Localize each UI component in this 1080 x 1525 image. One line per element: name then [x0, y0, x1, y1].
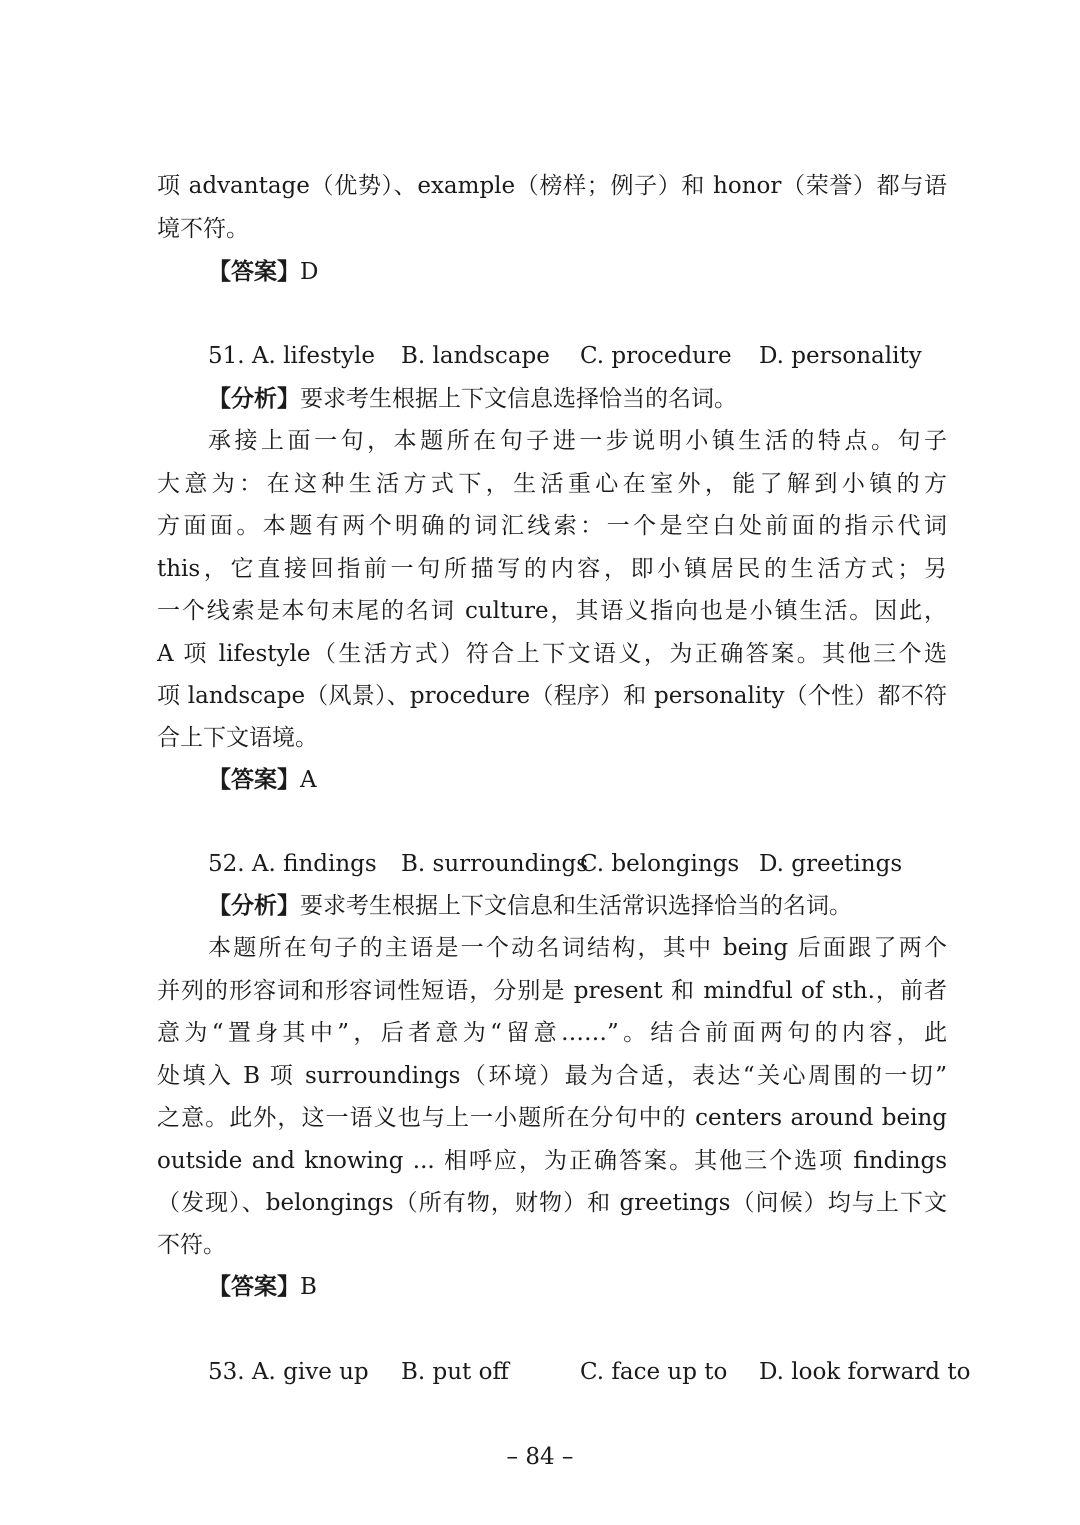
- option-b: B. surroundings: [401, 851, 589, 877]
- paragraph-line: 大意为：在这种生活方式下，生活重心在室外，能了解到小镇的方: [157, 471, 947, 497]
- answer-label: 【答案】: [208, 259, 300, 285]
- answer-line-q50: [208, 257, 947, 287]
- analysis-label: 【分析】: [208, 893, 300, 919]
- option-d: D. look forward to: [759, 1359, 971, 1385]
- option-c: C. face up to: [580, 1359, 728, 1385]
- analysis-line-q51: [208, 384, 947, 414]
- paragraph-line: 项 landscape（风景）、procedure（程序）和 personality（个性）都不符: [157, 683, 947, 709]
- option-c: C. belongings: [580, 851, 740, 877]
- answer-label: 【答案】: [208, 1274, 300, 1300]
- answer-value: D: [300, 259, 319, 285]
- answer-value: A: [300, 767, 317, 793]
- page-number: – 84 –: [506, 1444, 574, 1470]
- analysis-text: 要求考生根据上下文信息选择恰当的名词。: [300, 386, 737, 412]
- paragraph-line: 处填入 B 项 surroundings（环境）最为合适，表达“关心周围的一切”: [157, 1063, 947, 1089]
- option-b: B. landscape: [401, 343, 550, 369]
- option-c: C. procedure: [580, 343, 732, 369]
- paragraph-line: 合上下文语境。: [157, 725, 318, 751]
- paragraph-line: （发现）、belongings（所有物，财物）和 greetings（问候）均与上下文: [157, 1190, 947, 1216]
- paragraph-line: outside and knowing ... 相呼应，为正确答案。其他三个选项 findings: [157, 1148, 947, 1174]
- analysis-line-q52: [208, 891, 947, 921]
- paragraph-line: 本题所在句子的主语是一个动名词结构，其中 being 后面跟了两个: [208, 935, 947, 961]
- answer-line-q52: [208, 1272, 947, 1302]
- option-a: 52. A. findings: [208, 851, 377, 877]
- analysis-text: 要求考生根据上下文信息和生活常识选择恰当的名词。: [300, 893, 852, 919]
- paragraph-line: 并列的形容词和形容词性短语，分别是 present 和 mindful of sth.，前者: [157, 978, 947, 1004]
- analysis-label: 【分析】: [208, 386, 300, 412]
- paragraph-line: A 项 lifestyle（生活方式）符合上下文语义，为正确答案。其他三个选: [157, 641, 947, 667]
- option-a: 53. A. give up: [208, 1359, 369, 1385]
- paragraph-line: 方面面。本题有两个明确的词汇线索：一个是空白处前面的指示代词: [157, 513, 947, 539]
- answer-line-q51: [208, 765, 947, 795]
- answer-label: 【答案】: [208, 767, 300, 793]
- paragraph-line: 承接上面一句，本题所在句子进一步说明小镇生活的特点。句子: [208, 428, 947, 454]
- option-b: B. put off: [401, 1359, 509, 1385]
- paragraph-line: 不符。: [157, 1232, 226, 1258]
- option-d: D. greetings: [759, 851, 903, 877]
- answer-value: B: [300, 1274, 317, 1300]
- paragraph-line: this，它直接回指前一句所描写的内容，即小镇居民的生活方式；另: [157, 556, 947, 582]
- paragraph-line: 一个线索是本句末尾的名词 culture，其语义指向也是小镇生活。因此，: [157, 598, 947, 624]
- paragraph-line: 境不符。: [157, 216, 249, 242]
- option-a: 51. A. lifestyle: [208, 343, 375, 369]
- paragraph-line: 项 advantage（优势）、example（榜样；例子）和 honor（荣誉）都与语: [157, 173, 947, 199]
- paragraph-line: 意为“置身其中”，后者意为“留意……”。结合前面两句的内容，此: [157, 1020, 947, 1046]
- paragraph-line: 之意。此外，这一语义也与上一小题所在分句中的 centers around being: [157, 1105, 947, 1131]
- option-d: D. personality: [759, 343, 922, 369]
